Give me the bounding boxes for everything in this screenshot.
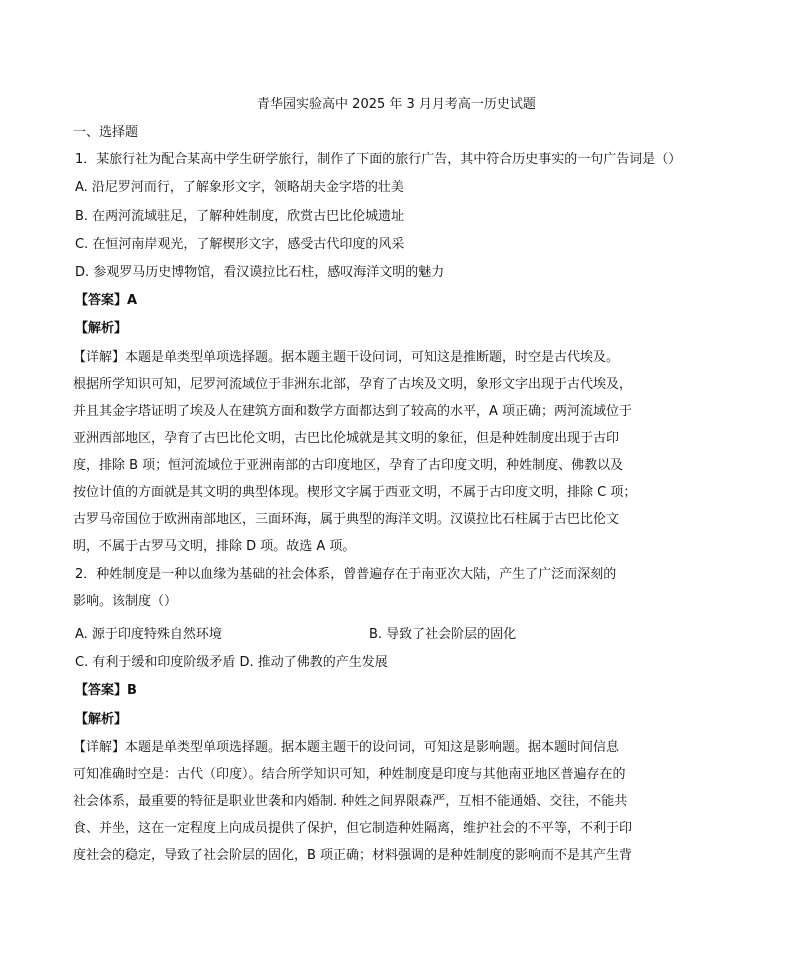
question-2-detail-line: 社会体系，最重要的特征是职业世袭和内婚制. 种姓之间界限森严，互相不能通婚、交往，不能共	[73, 794, 628, 809]
question-1-answer: 【答案】A	[75, 293, 138, 308]
question-1-option-c: C. 在恒河南岸观光，了解楔形文字，感受古代印度的风采	[75, 237, 405, 252]
question-1-analysis-label: 【解析】	[75, 321, 128, 336]
question-1-detail-line: 按位计值的方面就是其文明的典型体现。楔形文字属于西亚文明，不属于古印度文明，排除 C 项；	[73, 485, 637, 500]
exam-title: 青华园实验高中 2025 年 3 月月考高一历史试题	[257, 97, 536, 112]
question-2-option-a: A. 源于印度特殊自然环境	[75, 627, 222, 642]
question-2-answer: 【答案】B	[75, 683, 137, 698]
question-1-detail-line: 根据所学知识可知，尼罗河流域位于非洲东北部，孕育了古埃及文明，象形文字出现于古代埃及，	[73, 377, 633, 392]
question-2-detail-line: 【详解】本题是单类型单项选择题。据本题主题干的设问词，可知这是影响题。据本题时间信息	[73, 740, 620, 755]
question-2-analysis-label: 【解析】	[75, 712, 128, 727]
question-2-option-b: B. 导致了社会阶层的固化	[369, 627, 517, 642]
question-2-stem-cont: 影响。该制度（）	[73, 594, 178, 609]
question-2-detail-line: 食、并坐，这在一定程度上向成员提供了保护，但它制造种姓隔离，维护社会的不平等，不利于印	[73, 821, 633, 836]
question-1-detail-line: 明，不属于古罗马文明，排除 D 项。故选 A 项。	[73, 539, 356, 554]
question-1-detail-line: 古罗马帝国位于欧洲南部地区，三面环海，属于典型的海洋文明。汉谟拉比石柱属于古巴比伦文	[73, 512, 620, 527]
question-1-option-d: D. 参观罗马历史博物馆，看汉谟拉比石柱，感叹海洋文明的魅力	[75, 265, 445, 280]
question-1-detail-line: 【详解】本题是单类型单项选择题。据本题主题干设问词，可知这是推断题，时空是古代埃及。	[73, 350, 620, 365]
section-heading: 一、选择题	[73, 125, 139, 140]
question-1-option-b: B. 在两河流域驻足，了解种姓制度，欣赏古巴比伦城遗址	[75, 209, 405, 224]
question-1-detail-line: 度，排除 B 项；恒河流域位于亚洲南部的古印度地区，孕育了古印度文明，种姓制度、佛教以及	[73, 458, 624, 473]
question-2-detail-line: 可知准确时空是：古代（印度）。结合所学知识可知，种姓制度是印度与其他南亚地区普遍存在的	[73, 767, 626, 782]
question-2-option-cd: C. 有利于缓和印度阶级矛盾 D. 推动了佛教的产生发展	[75, 655, 388, 670]
question-2-detail-line: 度社会的稳定，导致了社会阶层的固化，B 项正确；材料强调的是种姓制度的影响而不是其产生背	[73, 848, 633, 863]
question-1-detail-line: 亚洲西部地区，孕育了古巴比伦文明，古巴比伦城就是其文明的象征，但是种姓制度出现于古印	[73, 431, 620, 446]
question-1-detail-line: 并且其金字塔证明了埃及人在建筑方面和数学方面都达到了较高的水平，A 项正确；两河流域位于	[73, 404, 633, 419]
question-1-stem: 1．某旅行社为配合某高中学生研学旅行，制作了下面的旅行广告，其中符合历史事实的一句广告词是（）	[75, 152, 682, 167]
question-1-option-a: A. 沿尼罗河而行，了解象形文字，领略胡夫金字塔的壮美	[75, 180, 404, 195]
question-2-stem: 2．种姓制度是一种以血缘为基础的社会体系，曾普遍存在于南亚次大陆，产生了广泛而深刻的	[75, 567, 617, 582]
